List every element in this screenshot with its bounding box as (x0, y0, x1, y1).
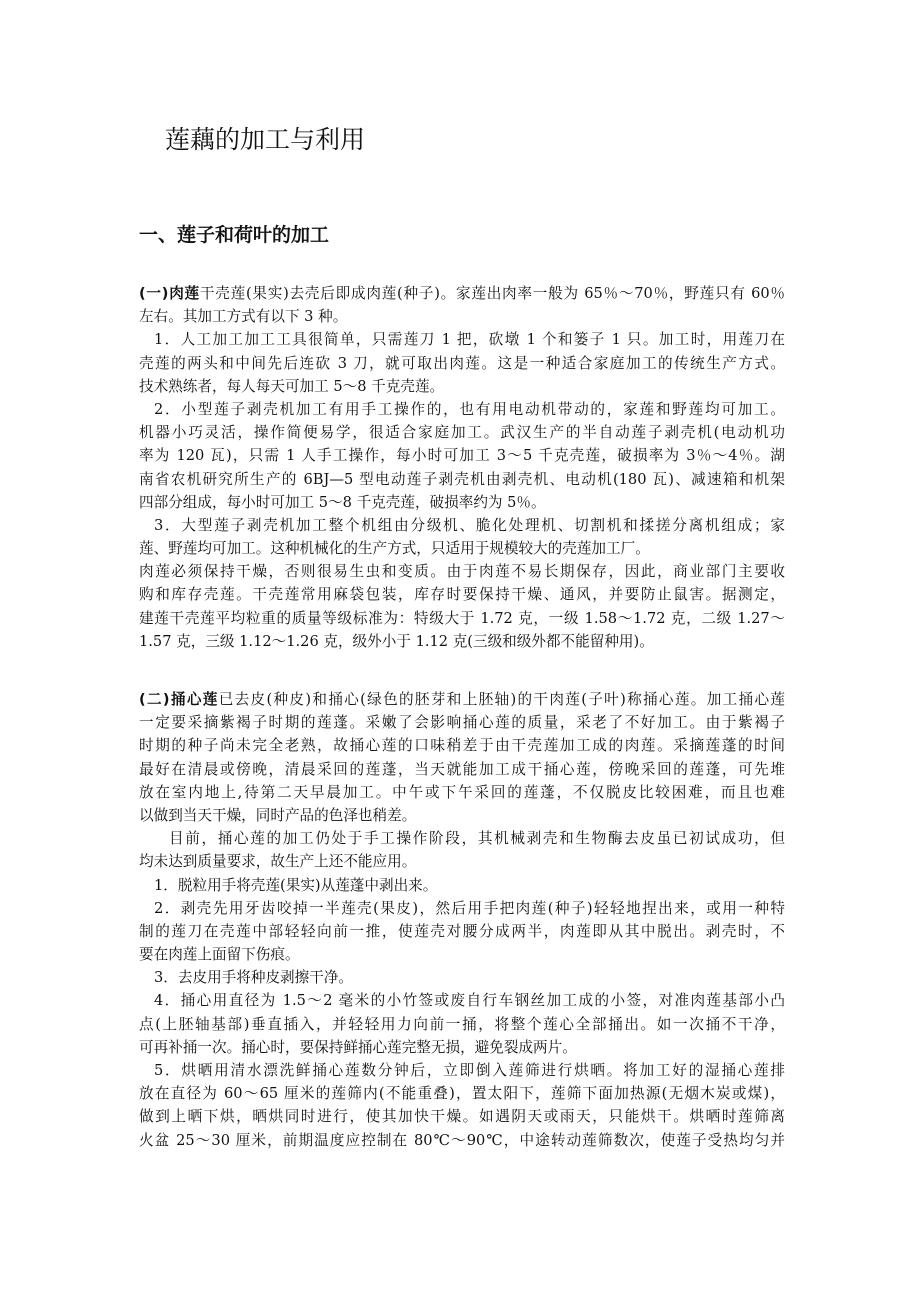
paragraph-line: 2．小型莲子剥壳机加工有用手工操作的，也有用电动机带动的，家莲和野莲均可加工。 (154, 400, 785, 418)
paragraph-line: 3．大型莲子剥壳机加工整个机组由分级机、脆化处理机、切割机和揉搓分离机组成；家 (154, 516, 785, 534)
paragraph-line: 3．去皮用手将种皮剥擦干净。 (154, 969, 354, 987)
paragraph-line: 以做到当天干燥，同时产品的色泽也稍差。 (139, 806, 417, 824)
paragraph-line: (二)捅心莲已去皮(种皮)和捅心(绿色的胚芽和上胚轴)的干肉莲(子叶)称捅心莲。加工捅心莲 (139, 691, 785, 708)
paragraph-line: 火盆 25～30 厘米，前期温度应控制在 80℃～90℃，中途转动莲筛数次，使莲子受热均匀并 (139, 1131, 785, 1149)
paragraph-line: 目前，捅心莲的加工仍处于手工操作阶段，其机械剥壳和生物酶去皮虽已初试成功，但 (169, 830, 785, 848)
paragraph-line: 做到上晒下烘，晒烘同时进行，使其加快干燥。如遇阴天或雨天，只能烘干。烘晒时莲筛离 (139, 1108, 785, 1126)
paragraph-line: 购和库存壳莲。干壳莲常用麻袋包装，库存时要保持干燥、通风，并要防止鼠害。据测定， (139, 586, 785, 604)
paragraph-line: 放在室内地上,待第二天早晨加工。中午或下午采回的莲蓬，不仅脱皮比较困难，而且也难 (139, 783, 785, 801)
paragraph-line: 4．捅心用直径为 1.5～2 毫米的小竹签或废自行车钢丝加工成的小签，对准肉莲基部小凸 (154, 992, 785, 1010)
paragraph-line: 均未达到质量要求，故生产上还不能应用。 (139, 853, 417, 871)
paragraph-line: 机器小巧灵活，操作简便易学，很适合家庭加工。武汉生产的半自动莲子剥壳机(电动机功 (139, 424, 785, 442)
subsection-lead: (二)捅心莲 (139, 691, 219, 708)
paragraph-line: 建莲干壳莲平均粒重的质量等级标准为：特级大于 1.72 克，一级 1.58～1.72 克，二级 1.27～ (139, 609, 785, 627)
paragraph-line: 1.57 克，三级 1.12～1.26 克，级外小于 1.12 克(三级和级外都不能留种用)。 (139, 632, 654, 650)
paragraph-line: 制的莲刀在壳莲中部轻轻向前一推，使莲壳对腰分成两半，肉莲即从其中脱出。剥壳时，不 (139, 922, 785, 940)
paragraph-line: (一)肉莲干壳莲(果实)去壳后即成肉莲(种子)。家莲出肉率一般为 65％～70％，野莲只有 60％ (139, 285, 785, 302)
section-tong-xin-lian (139, 688, 785, 1152)
paragraph-line: 1．人工加工加工工具很简单，只需莲刀 1 把，砍墩 1 个和篓子 1 只。加工时，用莲刀在 (154, 331, 785, 349)
paragraph-line: 壳莲的两头和中间先后连砍 3 刀，就可取出肉莲。这是一种适合家庭加工的传统生产方式。 (139, 354, 785, 372)
subsection-lead: (一)肉莲 (139, 285, 200, 302)
paragraph-line: 1．脱粒用手将壳莲(果实)从莲蓬中剥出来。 (154, 876, 438, 894)
paragraph-line: 5．烘晒用清水漂洗鲜捅心莲数分钟后，立即倒入莲筛进行烘晒。将加工好的湿捅心莲排 (154, 1062, 785, 1079)
paragraph-line: 左右。其加工方式有以下 3 种。 (139, 308, 348, 326)
section-heading: 一、莲子和荷叶的加工 (139, 224, 330, 246)
paragraph-line: 率为 120 瓦)，只需 1 人手工操作，每小时可加工 3～5 千克壳莲，破损率为 3％～4％。湖 (139, 447, 785, 465)
paragraph-line: 一定要采摘紫褐子时期的莲蓬。采嫩了会影响捅心莲的质量，采老了不好加工。由于紫褐子 (139, 714, 785, 732)
paragraph-line: 四部分组成，每小时可加工 5～8 千克壳莲，破损率约为 5％。 (139, 493, 546, 511)
paragraph-line: 点(上胚轴基部)垂直插入，并轻轻用力向前一捅，将整个莲心全部捅出。如一次捅不干净， (139, 1015, 785, 1033)
paragraph-line: 2．剥壳先用牙齿咬掉一半莲壳(果皮)，然后用手把肉莲(种子)轻轻地捏出来，或用一种特 (154, 899, 785, 917)
paragraph-line: 可再补捅一次。捅心时，要保持鲜捅心莲完整无损，避免裂成两片。 (139, 1038, 577, 1056)
paragraph-line: 时期的种子尚未完全老熟，故捅心莲的口味稍差于由干壳莲加工成的肉莲。采摘莲蓬的时间 (139, 737, 785, 755)
section-rou-lian (139, 282, 785, 653)
paragraph-line: 技术熟练者，每人每天可加工 5～8 千克壳莲。 (139, 377, 445, 395)
paragraph-line: 肉莲必须保持干燥，否则很易生虫和变质。由于肉莲不易长期保存，因此，商业部门主要收 (139, 563, 785, 581)
paragraph-line: 要在肉莲上面留下伤痕。 (139, 946, 300, 964)
paragraph-line: 莲、野莲均可加工。这种机械化的生产方式，只适用于规模较大的壳莲加工厂。 (139, 540, 650, 558)
document-title: 莲藕的加工与利用 (165, 125, 366, 154)
paragraph-line: 南省农机研究所生产的 6BJ—5 型电动莲子剥壳机由剥壳机、电动机(180 瓦)、减速箱和机架 (139, 470, 785, 488)
paragraph-line: 最好在清晨或傍晚，清晨采回的莲蓬，当天就能加工成干捅心莲，傍晚采回的莲蓬，可先堆 (139, 760, 785, 778)
paragraph-line: 放在直径为 60～65 厘米的莲筛内(不能重叠)，置太阳下，莲筛下面加热源(无烟木炭或煤)， (139, 1085, 785, 1103)
